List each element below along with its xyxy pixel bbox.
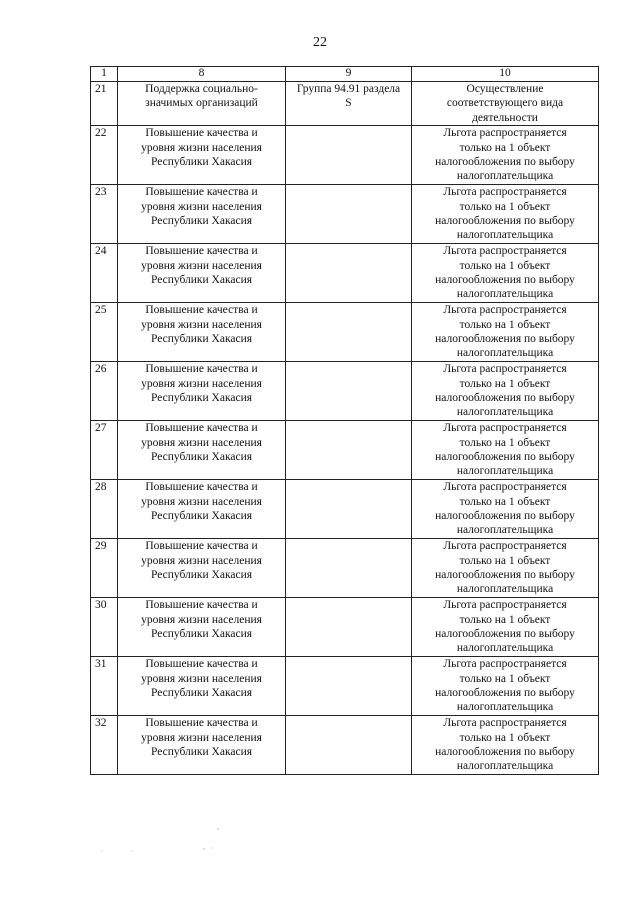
cell-col9 [286, 185, 412, 244]
table-row [91, 82, 599, 126]
header-cell-8: 8 [118, 67, 286, 82]
cell-col9 [286, 716, 412, 775]
cell-line: налогоплательщика [456, 583, 554, 596]
table-row [91, 362, 599, 421]
cell-line: налогообложения по выбору [435, 333, 575, 346]
cell-line: налогоплательщика [456, 760, 554, 773]
cell-col10 [412, 303, 599, 362]
cell-col10 [412, 480, 599, 539]
row-number-cell: 28 [91, 480, 118, 539]
row-number-cell: 32 [91, 716, 118, 775]
cell-line: налогообложения по выбору [435, 746, 575, 759]
cell-col8 [118, 598, 286, 657]
cell-col10 [412, 126, 599, 185]
cell-col9 [286, 362, 412, 421]
cell-line: только на 1 объект [459, 731, 551, 744]
table-header-row [91, 67, 599, 82]
cell-col8 [118, 362, 286, 421]
cell-line: Льгота распространяется [443, 481, 567, 494]
cell-line: налогоплательщика [456, 170, 554, 183]
cell-line: Повышение качества и [145, 422, 258, 435]
row-number-cell: 21 [91, 82, 118, 126]
cell-line: Республики Хакасия [150, 628, 253, 641]
cell-line: Осуществление [466, 83, 544, 95]
cell-line: Республики Хакасия [150, 156, 253, 169]
cell-line: уровня жизни населения [141, 200, 262, 213]
tax-benefit-table [90, 66, 599, 775]
row-number-cell: 29 [91, 539, 118, 598]
table-row [91, 421, 599, 480]
cell-line: только на 1 объект [459, 436, 551, 449]
cell-line: только на 1 объект [459, 318, 551, 331]
cell-line: Повышение качества и [145, 717, 258, 730]
cell-line: только на 1 объект [459, 200, 551, 213]
cell-line: Группа 94.91 раздела [296, 83, 401, 95]
cell-line: уровня жизни населения [141, 613, 262, 626]
cell-line: налогообложения по выбору [435, 156, 575, 169]
table-body [91, 67, 599, 775]
cell-line: налогоплательщика [456, 701, 554, 714]
cell-line: Льгота распространяется [443, 127, 567, 140]
cell-line: уровня жизни населения [141, 495, 262, 508]
cell-line: налогоплательщика [456, 347, 554, 360]
cell-line: S [345, 97, 352, 110]
cell-col9 [286, 303, 412, 362]
cell-line: уровня жизни населения [141, 554, 262, 567]
cell-line: уровня жизни населения [141, 731, 262, 744]
cell-line: налогообложения по выбору [435, 392, 575, 405]
cell-line: налогоплательщика [456, 406, 554, 419]
cell-col10 [412, 657, 599, 716]
cell-line: налогоплательщика [456, 642, 554, 655]
cell-line: значимых организаций [145, 97, 258, 110]
cell-line: уровня жизни населения [141, 141, 262, 154]
cell-line: деятельности [472, 111, 538, 124]
table-row [91, 539, 599, 598]
cell-col8 [118, 244, 286, 303]
row-number-cell: 23 [91, 185, 118, 244]
cell-line: Льгота распространяется [443, 422, 567, 435]
table-row [91, 480, 599, 539]
cell-col9 [286, 244, 412, 303]
cell-col10 [412, 539, 599, 598]
cell-line: только на 1 объект [459, 259, 551, 272]
row-number-cell: 25 [91, 303, 118, 362]
cell-line: Повышение качества и [145, 245, 258, 258]
cell-line: Повышение качества и [145, 186, 258, 199]
cell-line: Льгота распространяется [443, 540, 567, 553]
cell-col8 [118, 421, 286, 480]
cell-col9 [286, 421, 412, 480]
cell-line: уровня жизни населения [141, 259, 262, 272]
cell-line: налогообложения по выбору [435, 687, 575, 700]
cell-line: Льгота распространяется [443, 599, 567, 612]
cell-line: Льгота распространяется [443, 186, 567, 199]
cell-line: налогообложения по выбору [435, 451, 575, 464]
cell-line: Льгота распространяется [443, 245, 567, 258]
cell-col10 [412, 716, 599, 775]
cell-line: только на 1 объект [459, 613, 551, 626]
cell-line: Льгота распространяется [443, 658, 567, 671]
cell-line: уровня жизни населения [141, 377, 262, 390]
table-row [91, 716, 599, 775]
cell-line: только на 1 объект [459, 141, 551, 154]
cell-line: Республики Хакасия [150, 392, 253, 405]
cell-col8 [118, 82, 286, 126]
cell-col8 [118, 303, 286, 362]
table-row [91, 657, 599, 716]
cell-line: налогообложения по выбору [435, 215, 575, 228]
cell-col8 [118, 126, 286, 185]
cell-line: соответствующего вида [446, 97, 564, 110]
header-cell-9: 9 [286, 67, 412, 82]
cell-line: налогоплательщика [456, 465, 554, 478]
cell-line: Республики Хакасия [150, 687, 253, 700]
cell-line: Повышение качества и [145, 304, 258, 317]
cell-line: Повышение качества и [145, 658, 258, 671]
cell-line: Республики Хакасия [150, 451, 253, 464]
row-number-cell: 26 [91, 362, 118, 421]
cell-line: Республики Хакасия [150, 746, 253, 759]
cell-col10 [412, 244, 599, 303]
cell-line: уровня жизни населения [141, 672, 262, 685]
cell-line: Повышение качества и [145, 481, 258, 494]
cell-line: Республики Хакасия [150, 510, 253, 523]
cell-line: налогоплательщика [456, 288, 554, 301]
header-cell-1: 1 [91, 67, 118, 82]
cell-col10 [412, 185, 599, 244]
cell-line: налогоплательщика [456, 229, 554, 242]
row-number-cell: 24 [91, 244, 118, 303]
cell-line: налогообложения по выбору [435, 569, 575, 582]
cell-col9 [286, 598, 412, 657]
row-number-cell: 22 [91, 126, 118, 185]
cell-col10 [412, 82, 599, 126]
cell-line: Льгота распространяется [443, 363, 567, 376]
cell-col9 [286, 126, 412, 185]
cell-line: Повышение качества и [145, 127, 258, 140]
cell-line: Республики Хакасия [150, 569, 253, 582]
cell-col9 [286, 657, 412, 716]
cell-line: уровня жизни населения [141, 436, 262, 449]
cell-line: Льгота распространяется [443, 717, 567, 730]
cell-col8 [118, 716, 286, 775]
cell-col9 [286, 539, 412, 598]
cell-line: Республики Хакасия [150, 274, 253, 287]
page-number: 22 [313, 35, 327, 50]
cell-line: только на 1 объект [459, 377, 551, 390]
cell-col10 [412, 421, 599, 480]
cell-line: Повышение качества и [145, 599, 258, 612]
cell-line: только на 1 объект [459, 554, 551, 567]
cell-col9 [286, 480, 412, 539]
header-cell-10: 10 [412, 67, 599, 82]
cell-line: налогоплательщика [456, 524, 554, 537]
cell-line: только на 1 объект [459, 495, 551, 508]
cell-line: Повышение качества и [145, 363, 258, 376]
row-number-cell: 30 [91, 598, 118, 657]
cell-line: Республики Хакасия [150, 333, 253, 346]
cell-line: Льгота распространяется [443, 304, 567, 317]
cell-col10 [412, 598, 599, 657]
cell-col9 [286, 82, 412, 126]
cell-col8 [118, 657, 286, 716]
cell-line: Республики Хакасия [150, 215, 253, 228]
cell-col8 [118, 480, 286, 539]
row-number-cell: 31 [91, 657, 118, 716]
table-row [91, 185, 599, 244]
cell-line: Поддержка социально- [145, 83, 258, 95]
cell-line: только на 1 объект [459, 672, 551, 685]
cell-line: налогообложения по выбору [435, 510, 575, 523]
cell-line: налогообложения по выбору [435, 274, 575, 287]
scan-specks [100, 822, 260, 862]
cell-line: налогообложения по выбору [435, 628, 575, 641]
cell-col8 [118, 185, 286, 244]
table-row [91, 244, 599, 303]
cell-line: Повышение качества и [145, 540, 258, 553]
row-number-cell: 27 [91, 421, 118, 480]
cell-line: уровня жизни населения [141, 318, 262, 331]
cell-col8 [118, 539, 286, 598]
table-row [91, 303, 599, 362]
table-row [91, 126, 599, 185]
cell-col10 [412, 362, 599, 421]
table-row [91, 598, 599, 657]
